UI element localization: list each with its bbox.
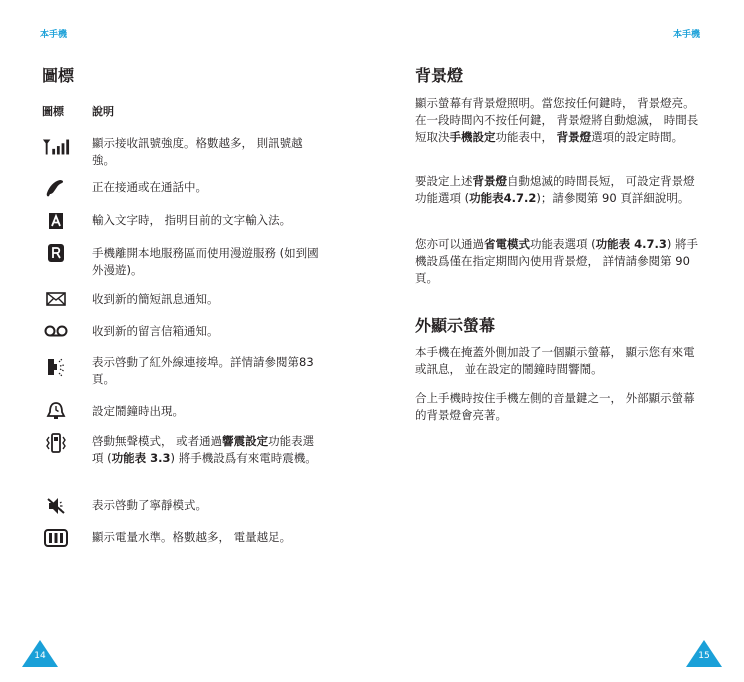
voicemail-icon [42,320,70,342]
roaming-description: 手機離開本地服務區而使用漫遊服務 (如到國外漫遊)。 [92,246,319,277]
icons-section-title: 圖標 [42,66,75,85]
page-number-right: 15 [698,651,710,661]
battery-icon [42,527,70,549]
running-header-right: 本手機 [673,30,701,40]
backlight-paragraph-1: 顯示螢幕有背景燈照明。當您按任何鍵時， 背景燈亮。在一段時間內不按任何鍵， 背景燈將自動熄滅， 時間長短取決手機設定功能表中， 背景燈選項的設定時間。 [415,96,699,144]
description-column-header: 說明 [92,105,114,118]
vibrate-icon [42,432,70,454]
backlight-paragraph-3: 您亦可以通過省電模式功能表選項 (功能表 4.7.3) 將手機設爲僅在指定期間內使用背景燈， 詳情請參閱第 90 頁。 [415,237,699,285]
phone-settings-menu-ref: 手機設定 [449,130,496,144]
battery-description: 顯示電量水準。格數越多， 電量越足。 [92,530,292,544]
phone-call-description: 正在接通或在通話中。 [92,180,207,194]
envelope-description: 收到新的簡短訊息通知。 [92,292,219,306]
mute-description: 表示啓動了寧靜模式。 [92,498,207,512]
mute-speaker-icon [42,495,70,517]
alarm-bell-icon [42,400,70,422]
icon-column-header: 圖標 [42,105,64,118]
menu-3-3-ref: 功能表 3.3 [111,451,171,465]
sound-settings-menu-ref: 響震設定 [222,434,269,448]
alarm-description: 設定鬧鐘時出現。 [92,404,184,418]
phone-call-icon [42,177,70,199]
envelope-icon [42,288,70,310]
external-display-paragraph-1: 本手機在掩蓋外側加設了一個顯示螢幕， 顯示您有來電或訊息， 並在設定的鬧鐘時間響鬧。 [415,345,695,376]
voicemail-description: 收到新的留言信箱通知。 [92,324,219,338]
page-number-left: 14 [34,651,46,661]
power-save-mode-ref: 省電模式 [484,237,530,251]
backlight-section-title: 背景燈 [415,66,464,85]
text-input-mode-description: 輸入文字時， 指明目前的文字輸入法。 [92,213,292,227]
backlight-ref: 背景燈 [472,174,507,188]
vibrate-description: 啓動無聲模式， 或者通過響震設定功能表選項 (功能表 3.3) 將手機設爲有來電時震機。 [92,434,317,465]
running-header-left: 本手機 [40,30,68,40]
backlight-option-ref: 背景燈 [556,130,592,144]
external-display-section-title: 外顯示螢幕 [415,316,496,335]
infrared-icon [42,356,70,378]
roaming-icon [42,242,70,264]
menu-4-7-3-ref: 功能表 4.7.3 [595,237,667,251]
menu-4-7-2-ref: 功能表4.7.2 [469,191,537,205]
signal-strength-icon [42,136,70,158]
signal-strength-description: 顯示接收訊號強度。格數越多， 則訊號越強。 [92,136,303,167]
text-input-mode-icon [42,210,70,232]
external-display-paragraph-2: 合上手機時按住手機左側的音量鍵之一， 外部顯示螢幕的背景燈會亮著。 [415,391,695,422]
backlight-paragraph-2: 要設定上述背景燈自動熄滅的時間長短， 可設定背景燈功能選項 (功能表4.7.2)；請參閱第 90 頁詳細說明。 [415,174,695,205]
infrared-description: 表示啓動了紅外線連接埠。詳情請參閱第83頁。 [92,355,314,386]
